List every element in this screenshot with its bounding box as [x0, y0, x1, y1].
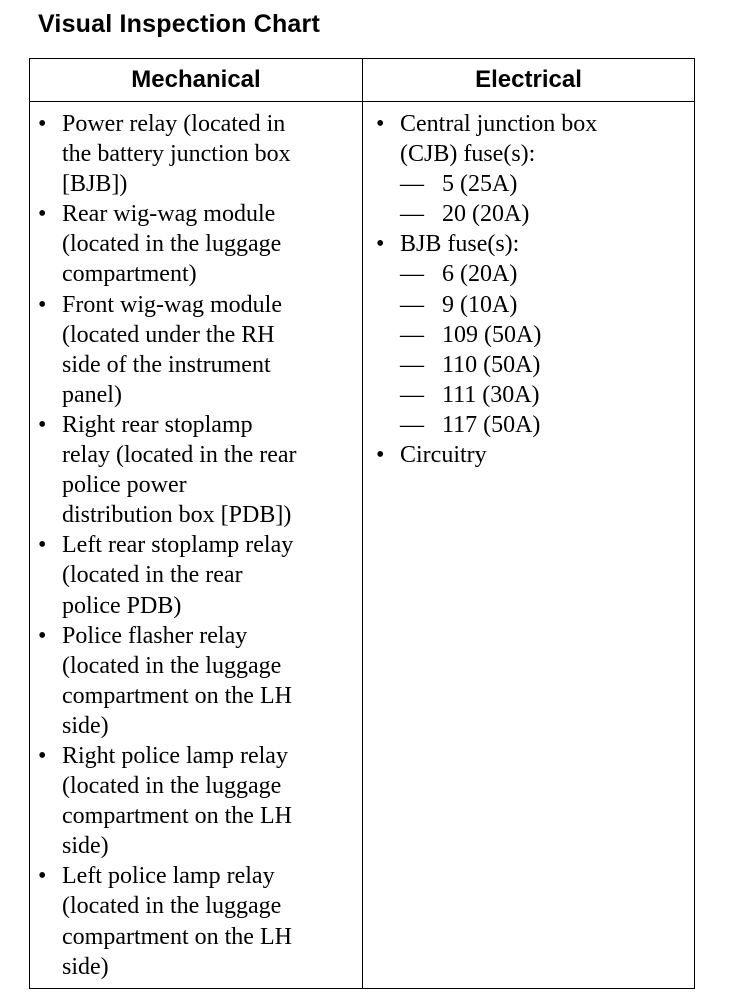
mechanical-item — [38, 861, 358, 981]
mechanical-item-text: (located in the luggage — [62, 231, 282, 258]
electrical-item-text: Central junction box — [400, 111, 598, 137]
mechanical-item-text: compartment) — [62, 261, 197, 288]
mechanical-item-text: relay (located in the rear — [62, 442, 297, 469]
bullet-icon: • — [376, 442, 385, 469]
electrical-header: Electrical — [475, 66, 582, 93]
mechanical-item-text: compartment on the LH — [62, 682, 292, 709]
mechanical-item — [38, 410, 358, 530]
mechanical-item-text: side) — [62, 953, 109, 980]
mechanical-item-text: compartment on the LH — [62, 803, 292, 830]
mechanical-item-text: (located in the luggage — [62, 893, 282, 920]
mechanical-item-text: Rear wig-wag module — [62, 201, 276, 228]
electrical-item — [376, 229, 686, 440]
mechanical-item-text: panel) — [62, 381, 122, 408]
mechanical-item — [38, 741, 358, 861]
bullet-icon: • — [38, 201, 47, 228]
column-divider — [362, 59, 363, 988]
mechanical-item-text: Police flasher relay — [62, 622, 248, 649]
electrical-item — [376, 440, 686, 470]
mechanical-item-text: Right rear stoplamp — [62, 411, 253, 438]
bullet-icon: • — [38, 622, 47, 649]
mechanical-item-text: police power — [62, 472, 187, 499]
bullet-icon: • — [376, 111, 385, 137]
mechanical-item-text: the battery junction box — [62, 141, 291, 168]
bullet-icon: • — [38, 532, 47, 559]
bullet-icon: • — [38, 742, 47, 769]
mechanical-item-text: (located in the rear — [62, 562, 243, 589]
mechanical-item — [38, 109, 358, 199]
fuse-entry-text: 111 (30A) — [442, 381, 540, 408]
fuse-entry-text: 6 (20A) — [442, 261, 518, 288]
dash-icon: — — [400, 411, 424, 438]
dash-icon: — — [400, 201, 424, 228]
fuse-entry-text: 9 (10A) — [442, 291, 518, 318]
mechanical-column — [38, 109, 358, 982]
mechanical-header: Mechanical — [131, 66, 261, 93]
fuse-entry-text: 5 (25A) — [442, 171, 518, 198]
fuse-entry — [400, 259, 686, 289]
mechanical-item — [38, 290, 358, 410]
mechanical-item-text: Right police lamp relay — [62, 742, 288, 769]
mechanical-item-text: side) — [62, 712, 109, 739]
mechanical-item-text: (located under the RH — [62, 321, 275, 348]
mechanical-item-text: police PDB) — [62, 592, 182, 619]
bullet-icon: • — [38, 863, 47, 890]
electrical-column — [376, 109, 686, 470]
dash-icon: — — [400, 321, 424, 348]
electrical-item-text: BJB fuse(s): — [400, 231, 520, 258]
fuse-entry — [400, 410, 686, 440]
fuse-entry — [400, 350, 686, 380]
mechanical-item — [38, 199, 358, 289]
dash-icon: — — [400, 171, 424, 198]
mechanical-item-text: distribution box [PDB]) — [62, 502, 292, 529]
dash-icon: — — [400, 261, 424, 288]
fuse-entry-text: 20 (20A) — [442, 201, 530, 228]
dash-icon: — — [400, 381, 424, 408]
mechanical-item-text: Front wig-wag module — [62, 291, 282, 318]
fuse-entry — [400, 320, 686, 350]
fuse-entry — [400, 380, 686, 410]
fuse-entry — [400, 169, 686, 199]
fuse-entry-text: 109 (50A) — [442, 321, 542, 348]
fuse-entry-text: 117 (50A) — [442, 411, 541, 438]
fuse-entry — [400, 290, 686, 320]
mechanical-item-text: [BJB]) — [62, 171, 128, 198]
bullet-icon: • — [38, 411, 47, 438]
electrical-item-text: (CJB) fuse(s): — [400, 141, 536, 168]
mechanical-item-text: Left police lamp relay — [62, 863, 275, 890]
inspection-table — [29, 58, 695, 989]
mechanical-item — [38, 530, 358, 620]
bullet-icon: • — [38, 111, 47, 137]
fuse-entry — [400, 199, 686, 229]
electrical-item-text: Circuitry — [400, 442, 487, 469]
mechanical-item-text: Power relay (located in — [62, 111, 286, 137]
electrical-item — [376, 109, 686, 229]
mechanical-item-text: (located in the luggage — [62, 773, 282, 800]
mechanical-item-text: (located in the luggage — [62, 652, 282, 679]
mechanical-item-text: side) — [62, 833, 109, 860]
bullet-icon: • — [38, 291, 47, 318]
page-title: Visual Inspection Chart — [38, 10, 320, 38]
mechanical-item-text: side of the instrument — [62, 351, 271, 378]
mechanical-item-text: Left rear stoplamp relay — [62, 532, 294, 559]
fuse-entry-text: 110 (50A) — [442, 351, 541, 378]
mechanical-item — [38, 621, 358, 741]
dash-icon: — — [400, 291, 424, 318]
mechanical-item-text: compartment on the LH — [62, 923, 292, 950]
dash-icon: — — [400, 351, 424, 378]
bullet-icon: • — [376, 231, 385, 258]
